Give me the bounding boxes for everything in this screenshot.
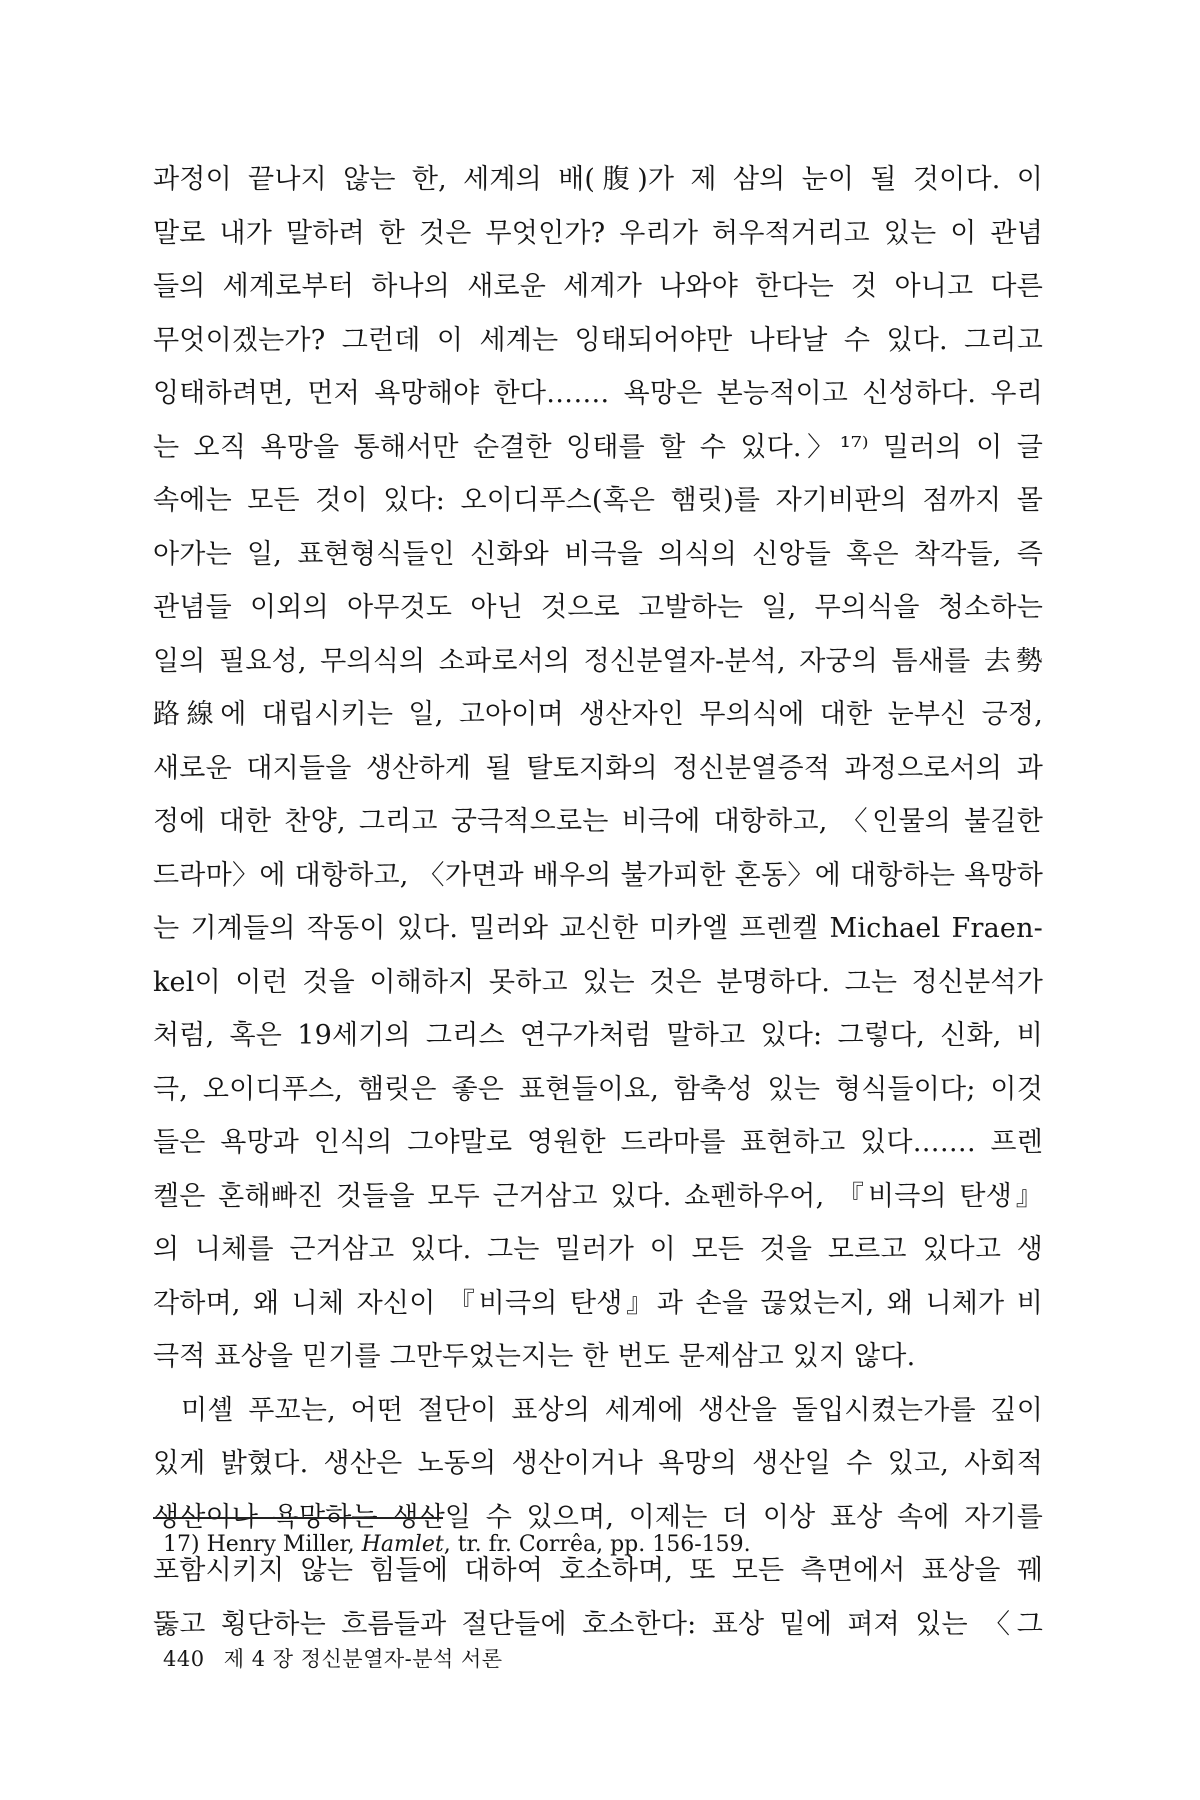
chapter-title: 제 4 장 정신분열자-분석 서론 <box>223 1647 503 1671</box>
text-line: 생산이나 욕망하는 생산일 수 있으며, 이제는 더 이상 표상 속에 자기를 <box>153 1501 1043 1533</box>
text-line: 관념들 이외의 아무것도 아닌 것으로 고발하는 일, 무의식을 청소하는 <box>153 592 1043 623</box>
paragraph-start-line: 미셸 푸꼬는, 어떤 절단이 표상의 세계에 생산을 돌입시켰는가를 깊이 <box>181 1394 1043 1426</box>
footnote-marker: 17) <box>163 1532 200 1557</box>
text-line: 드라마〉에 대항하고, 〈가면과 배우의 불가피한 혼동〉에 대항하는 욕망하 <box>153 859 1043 891</box>
footnote-details: , tr. fr. Corrêa, pp. 156-159. <box>443 1532 751 1557</box>
text-line: 속에는 모든 것이 있다: 오이디푸스(혹은 햄릿)를 자기비판의 점까지 몰 <box>153 485 1043 516</box>
text-line: 아가는 일, 표현형식들인 신화와 비극을 의식의 신앙들 혹은 착각들, 즉 <box>153 538 1043 570</box>
text-line: 과정이 끝나지 않는 한, 세계의 배(腹)가 제 삼의 눈이 될 것이다. 이 <box>153 164 1043 195</box>
text-line: 각하며, 왜 니체 자신이 『비극의 탄생』과 손을 끊었는지, 왜 니체가 비 <box>153 1287 1043 1319</box>
running-footer <box>163 1644 503 1674</box>
footnote-author: Henry Miller, <box>206 1532 355 1557</box>
text-line: 무엇이겠는가? 그런데 이 세계는 잉태되어야만 나타날 수 있다. 그리고 <box>153 324 1043 356</box>
text-line: 잉태하려면, 먼저 욕망해야 한다……. 욕망은 본능적이고 신성하다. 우리 <box>153 378 1043 409</box>
text-line: 말로 내가 말하려 한 것은 무엇인가? 우리가 허우적거리고 있는 이 관념 <box>153 217 1043 249</box>
footnote-divider <box>153 1517 443 1519</box>
body-text <box>153 153 1043 1651</box>
text-line: 극, 오이디푸스, 햄릿은 좋은 표현들이요, 함축성 있는 형식들이다; 이것 <box>153 1073 1043 1105</box>
paragraph-end-line: 극적 표상을 믿기를 그만두었는지는 한 번도 문제삼고 있지 않다. <box>153 1341 916 1372</box>
text-line: 들의 세계로부터 하나의 새로운 세계가 나와야 한다는 것 아니고 다른 <box>153 271 1043 302</box>
text-line: 는 오직 욕망을 통해서만 순결한 잉태를 할 수 있다.〉¹⁷⁾ 밀러의 이 글 <box>153 431 1043 463</box>
text-line: 일의 필요성, 무의식의 소파로서의 정신분열자-분석, 자궁의 틈새를 去勢 <box>153 645 1043 677</box>
text-line: 포함시키지 않는 힘들에 대하여 호소하며, 또 모든 측면에서 표상을 꿰 <box>153 1555 1043 1586</box>
text-line: 있게 밝혔다. 생산은 노동의 생산이거나 욕망의 생산일 수 있고, 사회적 <box>153 1448 1043 1479</box>
text-line: 정에 대한 찬양, 그리고 궁극적으로는 비극에 대항하고, 〈인물의 불길한 <box>153 806 1043 837</box>
text-line: kel이 이런 것을 이해하지 못하고 있는 것은 분명하다. 그는 정신분석가 <box>153 966 1043 998</box>
footnote <box>163 1528 751 1562</box>
text-line: 路線에 대립시키는 일, 고아이며 생산자인 무의식에 대한 눈부신 긍정, <box>153 699 1043 730</box>
text-line: 뚫고 횡단하는 흐름들과 절단들에 호소한다: 표상 밑에 펴져 있는 〈그 <box>153 1608 1043 1640</box>
text-line: 들은 욕망과 인식의 그야말로 영원한 드라마를 표현하고 있다……. 프렌 <box>153 1127 1043 1158</box>
footnote-title: Hamlet <box>361 1532 444 1557</box>
text-line: 처럼, 혹은 19세기의 그리스 연구가처럼 말하고 있다: 그렇다, 신화, 비 <box>153 1020 1043 1051</box>
text-line: 의 니체를 근거삼고 있다. 그는 밀러가 이 모든 것을 모르고 있다고 생 <box>153 1234 1043 1265</box>
text-line: 는 기계들의 작동이 있다. 밀러와 교신한 미카엘 프렌켈 Michael Fraen- <box>153 913 1043 944</box>
page-number: 440 <box>163 1647 205 1671</box>
text-line: 새로운 대지들을 생산하게 될 탈토지화의 정신분열증적 과정으로서의 과 <box>153 752 1043 784</box>
text-line: 켈은 혼해빠진 것들을 모두 근거삼고 있다. 쇼펜하우어, 『비극의 탄생』 <box>153 1180 1043 1212</box>
